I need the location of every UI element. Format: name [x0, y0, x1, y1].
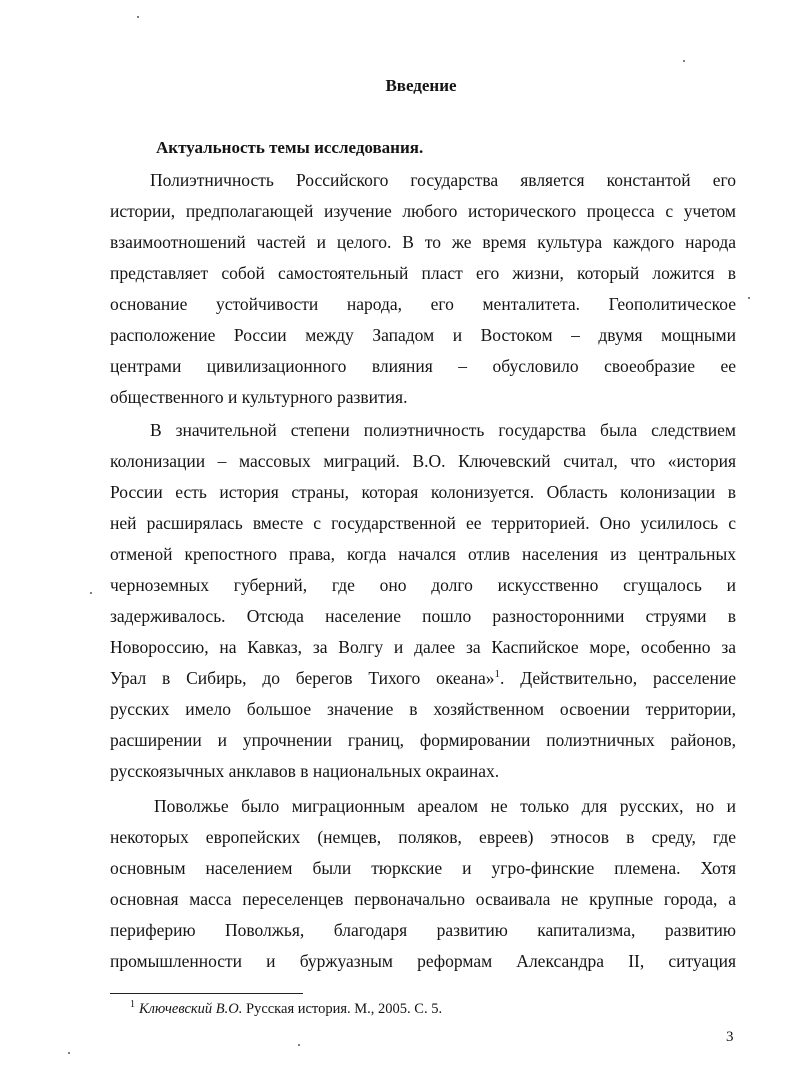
text-line: основная масса переселенцев первоначально осваивала не крупные города, а: [110, 889, 736, 909]
quote-end: Урал в Сибирь, до берегов Тихого океана»: [110, 668, 495, 688]
text-line: Поволжье было миграционным ареалом не только для русских, но и: [154, 796, 736, 816]
footnote-reference[interactable]: 1: [494, 668, 501, 681]
text-continuation: . Действительно, расселение: [500, 668, 736, 688]
text-line: основание устойчивости народа, его менталитета. Геополитическое: [110, 294, 736, 314]
text-line: русских имело большое значение в хозяйственном освоении территории,: [110, 699, 736, 719]
text-line: [110, 666, 736, 690]
section-heading: Актуальность темы исследования.: [156, 138, 424, 157]
text-line: расположение России между Западом и Востоком – двумя мощными: [110, 325, 736, 345]
scan-speck: [137, 16, 139, 18]
text-line: промышленности и буржуазным реформам Александра II, ситуация: [110, 951, 736, 971]
text-line: периферию Поволжья, благодаря развитию капитализма, развитию: [110, 920, 736, 940]
text-line: расширении и упрочнении границ, формировании полиэтничных районов,: [110, 730, 736, 750]
footnote-text: Русская история. М., 2005. С. 5.: [242, 1000, 443, 1017]
text-line: черноземных губерний, где оно долго искусственно сгущалось и: [110, 575, 736, 595]
text-line: отменой крепостного права, когда начался отлив населения из центральных: [110, 544, 736, 564]
text-line: задерживалось. Отсюда население пошло разносторонними струями в: [110, 606, 736, 626]
text-line: В значительной степени полиэтничность государства была следствием: [150, 420, 736, 440]
text-line: колонизации – массовых миграций. В.О. Ключевский считал, что «история: [110, 451, 736, 471]
text-line: некоторых европейских (немцев, поляков, евреев) этносов в среду, где: [110, 827, 736, 847]
scan-speck: [748, 297, 750, 299]
text-line: ней расширялась вместе с государственной ее территорией. Оно усилилось с: [110, 513, 736, 533]
text-line: взаимоотношений частей и целого. В то же время культура каждого народа: [110, 232, 736, 252]
footnote: [130, 999, 442, 1018]
text-line: представляет собой самостоятельный пласт его жизни, который ложится в: [110, 263, 736, 283]
text-line: общественного и культурного развития.: [110, 387, 408, 407]
text-line: русскоязычных анклавов в национальных окраинах.: [110, 761, 500, 781]
page-title: Введение: [385, 76, 457, 95]
scan-speck: [298, 1044, 300, 1046]
footnote-mark: 1: [130, 999, 135, 1010]
footnote-divider: [110, 993, 303, 994]
page-number: 3: [726, 1029, 734, 1045]
text-line: Новороссию, на Кавказ, за Волгу и далее за Каспийское море, особенно за: [110, 637, 736, 657]
text-line: России есть история страны, которая колонизуется. Область колонизации в: [110, 482, 736, 502]
scan-speck: [90, 592, 92, 594]
footnote-author: Ключевский В.О.: [139, 1000, 243, 1017]
text-line: центрами цивилизационного влияния – обусловило своеобразие ее: [110, 356, 736, 376]
text-line: истории, предполагающей изучение любого исторического процесса с учетом: [110, 201, 736, 221]
scan-speck: [68, 1052, 70, 1054]
text-line: основным населением были тюркские и угро-финские племена. Хотя: [110, 858, 736, 878]
scan-speck: [683, 60, 685, 62]
text-line: Полиэтничность Российского государства является константой его: [150, 170, 736, 190]
